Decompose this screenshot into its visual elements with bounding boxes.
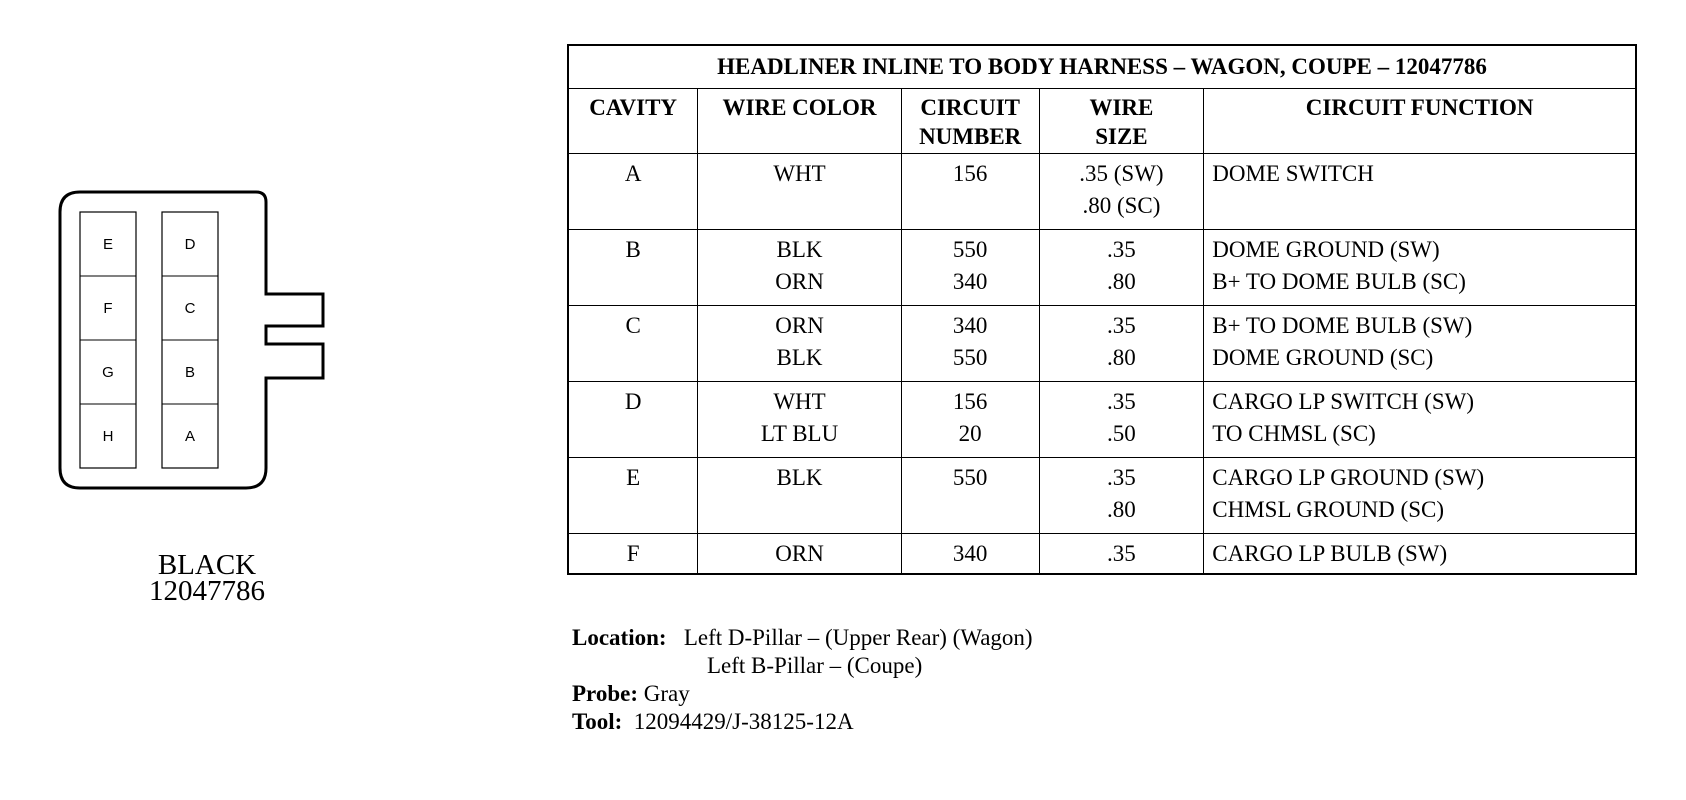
cell-line: WHT: [773, 161, 826, 186]
header-cavity: CAVITY: [568, 89, 698, 154]
cavity-label: A: [184, 428, 196, 445]
cell-wire-color: [698, 230, 901, 306]
cell-circuit-function: [1204, 382, 1636, 458]
table-body: [568, 154, 1636, 574]
tool-label: Tool:: [572, 709, 623, 734]
cavity-label: H: [102, 428, 114, 445]
cell-line: .35 (SW): [1079, 161, 1164, 186]
cell-cavity: F: [568, 534, 698, 574]
cell-line: .35: [1107, 465, 1136, 490]
cell-circuit-function: [1204, 306, 1636, 382]
header-line: CIRCUIT: [920, 95, 1021, 120]
cavity-label: G: [102, 364, 114, 381]
cell-wire-size: [1039, 306, 1204, 382]
cell-wire-size: [1039, 382, 1204, 458]
location-note: [572, 624, 1033, 652]
cell-line: BLK: [776, 237, 823, 262]
location-value: Left B-Pillar – (Coupe): [707, 653, 923, 678]
cell-circuit-function: [1204, 230, 1636, 306]
connector-color-label: BLACK: [157, 549, 257, 581]
cell-line: 156: [952, 161, 988, 186]
cell-circuit-number: [901, 230, 1039, 306]
cell-line: BLK: [776, 465, 823, 490]
cell-line: TO CHMSL (SC): [1212, 421, 1376, 446]
cell-line: 340: [952, 541, 988, 566]
cell-circuit-number: [901, 306, 1039, 382]
tool-note: [572, 708, 1033, 736]
cell-line: BLK: [776, 345, 823, 370]
cell-circuit-function: [1204, 534, 1636, 574]
cell-line: .80: [1107, 269, 1136, 294]
cell-line: CARGO LP SWITCH (SW): [1212, 389, 1474, 414]
cell-line: 340: [952, 313, 988, 338]
harness-pinout-table: [567, 44, 1637, 575]
cell-wire-size: [1039, 534, 1204, 574]
cell-line: 550: [952, 345, 988, 370]
cell-line: 550: [952, 465, 988, 490]
header-circuit-function: CIRCUIT FUNCTION: [1204, 89, 1636, 154]
cell-circuit-number: [901, 382, 1039, 458]
cell-line: 340: [952, 269, 988, 294]
cell-wire-color: [698, 382, 901, 458]
connector-part-number: 12047786: [149, 575, 265, 607]
cell-line: ORN: [775, 269, 824, 294]
cell-line: CARGO LP GROUND (SW): [1212, 465, 1485, 490]
location-label: Location:: [572, 625, 667, 650]
header-circuit-number: [901, 89, 1039, 154]
cell-circuit-number: [901, 534, 1039, 574]
cell-cavity: C: [568, 306, 698, 382]
cell-line: 20: [958, 421, 982, 446]
cell-circuit-function: [1204, 458, 1636, 534]
cell-circuit-function: [1204, 154, 1636, 230]
header-wire-color: WIRE COLOR: [698, 89, 901, 154]
header-line: NUMBER: [919, 124, 1022, 149]
cell-line: .35: [1107, 541, 1136, 566]
table-row: [568, 382, 1636, 458]
cell-cavity: B: [568, 230, 698, 306]
cell-wire-size: [1039, 458, 1204, 534]
table-title: HEADLINER INLINE TO BODY HARNESS – WAGON, COUPE – 12047786: [568, 45, 1636, 89]
table-row: [568, 458, 1636, 534]
cell-line: .35: [1107, 237, 1136, 262]
cell-wire-size: [1039, 230, 1204, 306]
cell-circuit-number: [901, 458, 1039, 534]
table-row: [568, 534, 1636, 574]
cell-line: DOME SWITCH: [1212, 161, 1374, 186]
cell-line: B+ TO DOME BULB (SW): [1212, 313, 1473, 338]
table-row: [568, 306, 1636, 382]
cell-cavity: D: [568, 382, 698, 458]
cavity-label: B: [184, 364, 196, 381]
cell-line: 550: [952, 237, 988, 262]
cell-line: ORN: [775, 541, 824, 566]
cell-line: LT BLU: [760, 421, 839, 446]
connector-face-diagram: [56, 170, 336, 510]
cell-line: DOME GROUND (SC): [1212, 345, 1434, 370]
location-value: Left D-Pillar – (Upper Rear) (Wagon): [683, 625, 1033, 650]
header-wire-size: [1039, 89, 1204, 154]
cavity-label: E: [102, 236, 114, 253]
cavity-label: D: [184, 236, 196, 253]
cell-line: CHMSL GROUND (SC): [1212, 497, 1444, 522]
probe-label: Probe:: [572, 681, 639, 706]
cell-circuit-number: [901, 154, 1039, 230]
cell-line: .80 (SC): [1082, 193, 1161, 218]
cavity-label: C: [184, 300, 196, 317]
table-row: [568, 154, 1636, 230]
cell-line: DOME GROUND (SW): [1212, 237, 1440, 262]
cell-line: .80: [1107, 345, 1136, 370]
cell-wire-size: [1039, 154, 1204, 230]
cell-wire-color: [698, 154, 901, 230]
cell-line: .35: [1107, 389, 1136, 414]
header-line: WIRE: [1089, 95, 1154, 120]
connector-notes: [572, 624, 1033, 736]
cavity-label: F: [103, 300, 113, 317]
cell-line: WHT: [773, 389, 826, 414]
cell-line: .80: [1107, 497, 1136, 522]
header-line: SIZE: [1095, 124, 1148, 149]
tool-value: 12094429/J-38125-12A: [633, 709, 854, 734]
cell-line: CARGO LP BULB (SW): [1212, 541, 1448, 566]
cell-cavity: A: [568, 154, 698, 230]
table-row: [568, 230, 1636, 306]
probe-note: [572, 680, 1033, 708]
cell-line: 156: [952, 389, 988, 414]
cell-cavity: E: [568, 458, 698, 534]
location-note-continued: [572, 652, 1033, 680]
cell-line: .35: [1107, 313, 1136, 338]
cell-line: .50: [1107, 421, 1136, 446]
cell-wire-color: [698, 306, 901, 382]
probe-value: Gray: [643, 681, 690, 706]
cavity-column-left: [80, 212, 136, 468]
cell-wire-color: [698, 458, 901, 534]
cell-line: ORN: [775, 313, 824, 338]
cell-wire-color: [698, 534, 901, 574]
cavity-column-right: [162, 212, 218, 468]
cell-line: B+ TO DOME BULB (SC): [1212, 269, 1466, 294]
